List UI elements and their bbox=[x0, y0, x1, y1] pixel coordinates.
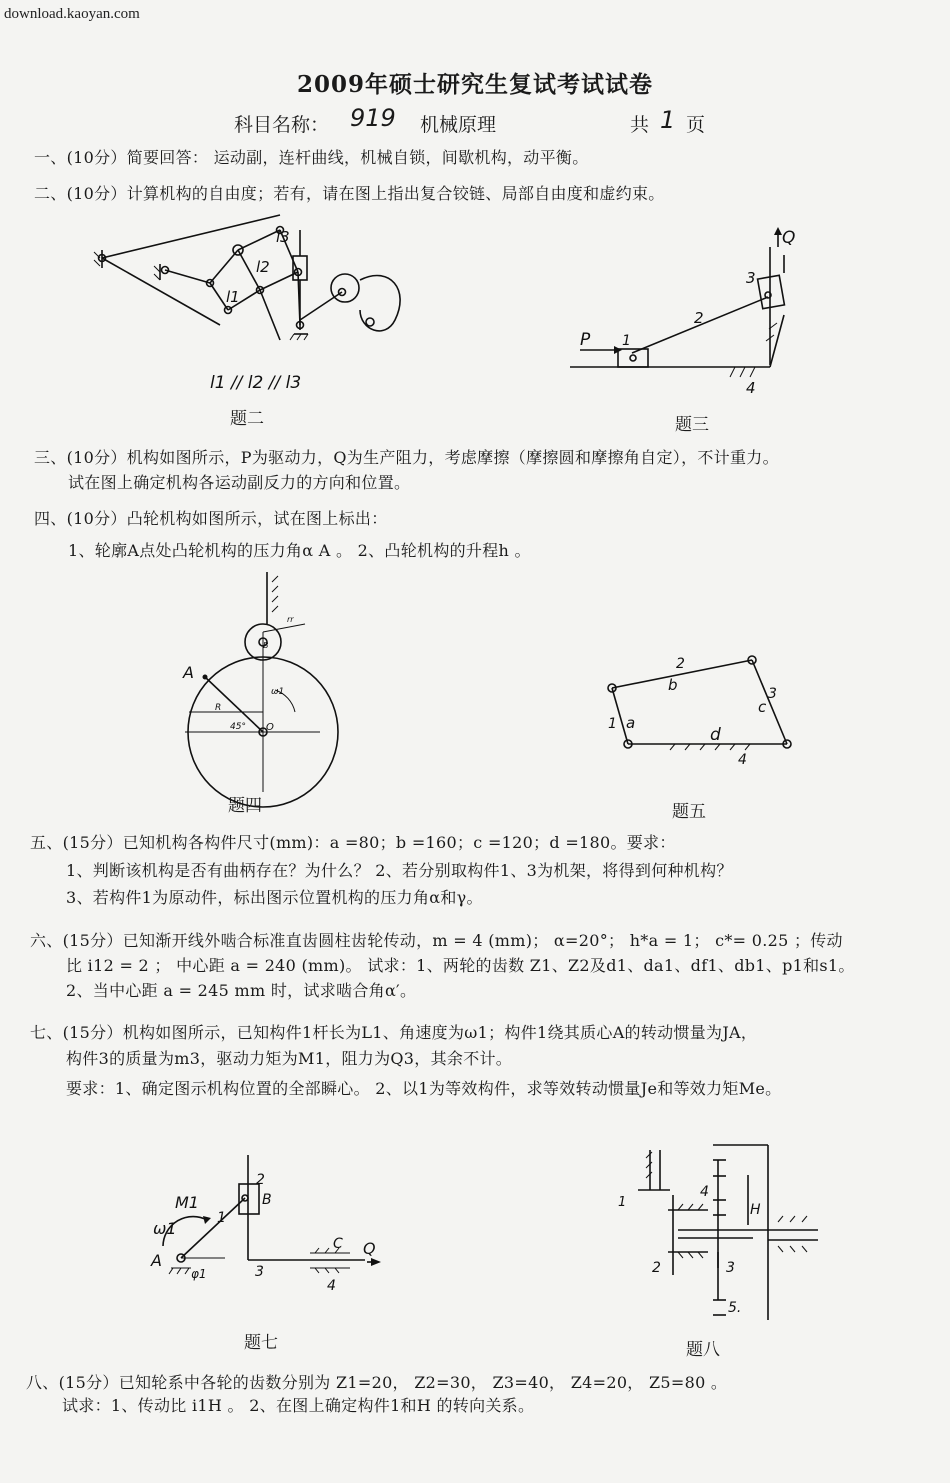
question-6-line2: 比 i12 = 2 ； 中心距 a = 240 (mm)。 试求：1、两轮的齿数 Z1、Z2及d1、da1、df1、db1、p1和s1。 bbox=[66, 956, 855, 975]
question-8-line2: 试求：1、传动比 i1H 。 2、在图上确定构件1和H 的转向关系。 bbox=[62, 1396, 535, 1415]
pages-suffix: 页 bbox=[686, 114, 706, 136]
fig8-label-h: H bbox=[750, 1202, 761, 1218]
fig4-label-b: B bbox=[263, 641, 269, 650]
question-3-line2: 试在图上确定机构各运动副反力的方向和位置。 bbox=[68, 473, 411, 492]
question-2: 二、(10分）计算机构的自由度；若有，请在图上指出复合铰链、局部自由度和虚约束。 bbox=[34, 184, 665, 203]
fig7-label-m1: M1 bbox=[175, 1193, 199, 1212]
fig7-label-w1: ω1 bbox=[153, 1219, 177, 1238]
fig7-label-1: 1 bbox=[217, 1210, 226, 1226]
caption-fig8: 题八 bbox=[686, 1340, 720, 1360]
fig8-label-2: 2 bbox=[652, 1260, 661, 1276]
fig4-label-w1: ω1 bbox=[271, 687, 285, 697]
caption-fig5: 题五 bbox=[672, 802, 706, 822]
question-5-line2: 1、判断该机构是否有曲柄存在？为什么？ 2、若分别取构件1、3为机架，将得到何种机构？ bbox=[66, 861, 733, 880]
question-5-line1: 五、(15分）已知机构各构件尺寸(mm)：a =80；b =160；c =120；d =180。要求： bbox=[30, 833, 676, 852]
fig7-label-2: 2 bbox=[256, 1172, 265, 1188]
fig5-label-b: b bbox=[668, 676, 678, 694]
fig2-label-l3: l3 bbox=[276, 228, 290, 246]
question-5-line3: 3、若构件1为原动件，标出图示位置机构的压力角α和γ。 bbox=[66, 888, 483, 907]
fig8-label-4: 4 bbox=[700, 1184, 709, 1200]
question-4-line2: 1、轮廓A点处凸轮机构的压力角α A 。 2、凸轮机构的升程h 。 bbox=[68, 541, 531, 560]
question-6-line1: 六、(15分）已知渐开线外啮合标准直齿圆柱齿轮传动，m = 4 (mm)； α=20°； h*a = 1； c*= 0.25 ；传动 bbox=[30, 931, 843, 950]
fig7-label-3: 3 bbox=[255, 1264, 264, 1280]
fig2-label-l2: l2 bbox=[256, 258, 270, 276]
figure-5-four-bar bbox=[600, 648, 800, 773]
fig5-label-a: a bbox=[626, 714, 636, 732]
fig7-label-b: B bbox=[262, 1192, 272, 1208]
pages-count: 1 bbox=[660, 106, 676, 134]
fig5-label-2: 2 bbox=[676, 656, 685, 672]
subject-label: 科目名称： bbox=[234, 114, 330, 136]
fig4-label-angle: 45° bbox=[230, 722, 246, 732]
fig2-label-l1: l1 bbox=[226, 288, 240, 306]
fig5-label-d: d bbox=[710, 725, 721, 745]
fig7-label-4: 4 bbox=[327, 1278, 336, 1294]
fig3-label-p: P bbox=[580, 330, 591, 350]
fig5-label-4: 4 bbox=[738, 752, 747, 768]
exam-title: 2009年硕士研究生复试考试试卷 bbox=[296, 71, 653, 98]
fig3-label-4: 4 bbox=[746, 379, 756, 397]
fig8-label-3: 3 bbox=[726, 1260, 735, 1276]
fig7-label-a: A bbox=[151, 1251, 162, 1270]
caption-fig4: 题四 bbox=[228, 796, 262, 816]
question-7-line2: 构件3的质量为m3，驱动力矩为M1，阻力为Q3，其余不计。 bbox=[66, 1049, 513, 1068]
fig5-label-3: 3 bbox=[768, 686, 777, 702]
figure-3-slider-mechanism bbox=[570, 225, 810, 405]
fig5-label-1: 1 bbox=[608, 716, 617, 732]
pages-prefix: 共 bbox=[630, 114, 650, 136]
fig7-label-q: Q bbox=[363, 1239, 376, 1258]
question-1: 一、(10分）简要回答： 运动副，连杆曲线，机械自锁，间歇机构，动平衡。 bbox=[34, 148, 589, 167]
fig7-label-c: C bbox=[333, 1236, 343, 1252]
fig4-label-o: O bbox=[266, 722, 274, 733]
fig4-label-rr: rr bbox=[287, 615, 294, 624]
fig4-label-r: R bbox=[215, 703, 222, 713]
question-7-line1: 七、(15分）机构如图所示，已知构件1杆长为L1、角速度为ω1；构件1绕其质心A的转动惯量为JA， bbox=[30, 1023, 758, 1042]
question-4-line1: 四、(10分）凸轮机构如图所示，试在图上标出： bbox=[34, 509, 388, 528]
question-7-line3: 要求：1、确定图示机构位置的全部瞬心。 2、以1为等效构件，求等效转动惯量Je和等效力矩Me。 bbox=[66, 1079, 782, 1098]
question-3-line1: 三、(10分）机构如图所示，P为驱动力，Q为生产阻力，考虑摩擦（摩擦圆和摩擦角自定），不计重力。 bbox=[34, 448, 779, 467]
question-6-line3: 2、当中心距 a = 245 mm 时，试求啮合角α′。 bbox=[66, 981, 417, 1000]
fig4-label-a: A bbox=[183, 663, 194, 682]
fig3-label-3: 3 bbox=[746, 269, 756, 287]
fig3-label-2: 2 bbox=[694, 309, 704, 327]
caption-fig3: 题三 bbox=[675, 415, 709, 435]
subject-code: 919 bbox=[350, 104, 396, 132]
fig3-label-1: 1 bbox=[622, 333, 631, 349]
subject-name: 机械原理 bbox=[420, 114, 497, 136]
figure-4-cam bbox=[175, 572, 325, 794]
question-8-line1: 八、(15分）已知轮系中各轮的齿数分别为 Z1=20， Z2=30， Z3=40， Z4=20， Z5=80 。 bbox=[26, 1373, 728, 1392]
fig8-label-1: 1 bbox=[618, 1195, 627, 1210]
figure-8-gear-train bbox=[608, 1140, 828, 1330]
fig8-label-5: 5. bbox=[728, 1300, 742, 1316]
watermark: download.kaoyan.com bbox=[4, 6, 140, 22]
figure-7-slider-crank bbox=[145, 1150, 395, 1300]
fig3-label-q: Q bbox=[782, 228, 796, 248]
fig5-label-c: c bbox=[758, 698, 767, 716]
fig2-relation: l1 // l2 // l3 bbox=[210, 373, 302, 393]
fig7-label-phi1: φ1 bbox=[191, 1267, 207, 1281]
caption-fig7: 题七 bbox=[244, 1333, 278, 1353]
figure-2-linkage bbox=[80, 210, 420, 400]
caption-fig2: 题二 bbox=[230, 409, 264, 429]
